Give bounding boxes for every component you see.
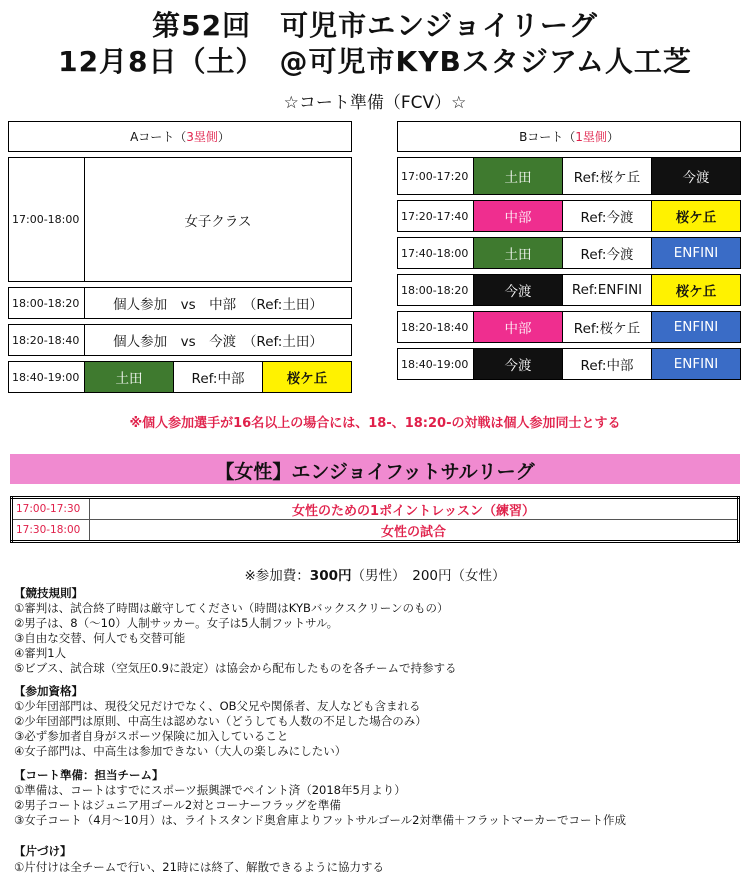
eligibility-heading: 【参加資格】	[14, 684, 83, 698]
women-league-title: 【女性】エンジョイフットサルリーグ	[215, 461, 535, 483]
page-title: 第52回 可児市エンジョイリーグ	[152, 9, 598, 42]
list-item: ②少年団部門は原則、中高生は認めない（どうしても人数の不足した場合のみ）	[14, 714, 427, 728]
table-row: 17:00-17:30 女性のための1ポイントレッスン（練習）	[12, 498, 739, 520]
rules-heading: 【競技規則】	[14, 586, 83, 600]
court-team-heading: 【コート準備：担当チーム】	[14, 768, 164, 782]
table-row: 18:40-19:00 今渡 Ref:中部 ENFINI	[398, 349, 741, 380]
individual-note: ※個人参加選手が16名以上の場合には、18-、18:20-の対戦は個人参加同士とする	[129, 416, 621, 431]
table-row: 17:00-17:20 土田 Ref:桜ケ丘 今渡	[398, 158, 741, 195]
court-a-table	[8, 121, 352, 393]
table-row: 18:00-18:20 個人参加 vs 中部 （Ref:土田）	[9, 288, 352, 319]
table-row: 18:20-18:40 個人参加 vs 今渡 （Ref:土田）	[9, 325, 352, 356]
page-subtitle: 12月8日（土） @可児市KYBスタジアム人工芝	[58, 45, 692, 78]
women-schedule-table	[10, 496, 740, 543]
list-item: ①審判は、試合終了時間は厳守してください（時間はKYBバックスクリーンのもの）	[14, 601, 449, 615]
list-item: ①準備は、コートはすでにスポーツ振興課でペイント済（2018年5月より）	[14, 783, 406, 797]
list-item: ②男子は、8（～10）人制サッカー。女子は5人制フットサル。	[14, 616, 339, 630]
list-item: ③自由な交替、何人でも交替可能	[14, 631, 186, 645]
table-row: 18:00-18:20 今渡 Ref:ENFINI 桜ケ丘	[398, 275, 741, 306]
list-item: ②男子コートはジュニア用ゴール2対とコーナーフラッグを準備	[14, 798, 341, 812]
table-row: 17:00-18:00 女子クラス	[9, 158, 352, 282]
list-item: ⑤ビブス、試合球（空気圧0.9に設定）は協会から配布したものを各チームで持参する	[14, 661, 457, 675]
list-item: ③必ず参加者自身がスポーツ保険に加入していること	[14, 729, 289, 743]
table-row: 18:40-19:00 土田 Ref:中部 桜ケ丘	[9, 362, 352, 393]
list-item: ④審判1人	[14, 646, 67, 660]
court-a-title: Aコート（3塁側）	[9, 122, 352, 152]
list-item: ③女子コート（4月～10月）は、ライトスタンド奥倉庫よりフットサルゴール2対準備＋フラットマーカーでコート作成	[14, 813, 627, 827]
table-row: 17:20-17:40 中部 Ref:今渡 桜ケ丘	[398, 201, 741, 232]
court-b-title: Bコート（1塁側）	[398, 122, 741, 152]
court-prep-heading: ☆コート準備（FCV）☆	[283, 93, 467, 113]
table-row: 18:20-18:40 中部 Ref:桜ケ丘 ENFINI	[398, 312, 741, 343]
table-row: 17:40-18:00 土田 Ref:今渡 ENFINI	[398, 238, 741, 269]
table-row: 17:30-18:00 女性の試合	[12, 520, 739, 542]
fee-line: ※参加費：300円（男性） 200円（女性）	[244, 568, 506, 584]
list-item: ④女子部門は、中高生は参加できない（大人の楽しみにしたい）	[14, 744, 347, 758]
list-item: ①少年団部門は、現役父兄だけでなく、OB父兄や関係者、友人なども含まれる	[14, 699, 421, 713]
list-item: ①片付けは全チームで行い、21時には終了、解散できるように協力する	[14, 860, 384, 874]
cleanup-heading: 【片づけ】	[14, 844, 72, 858]
court-b-table	[397, 121, 741, 380]
